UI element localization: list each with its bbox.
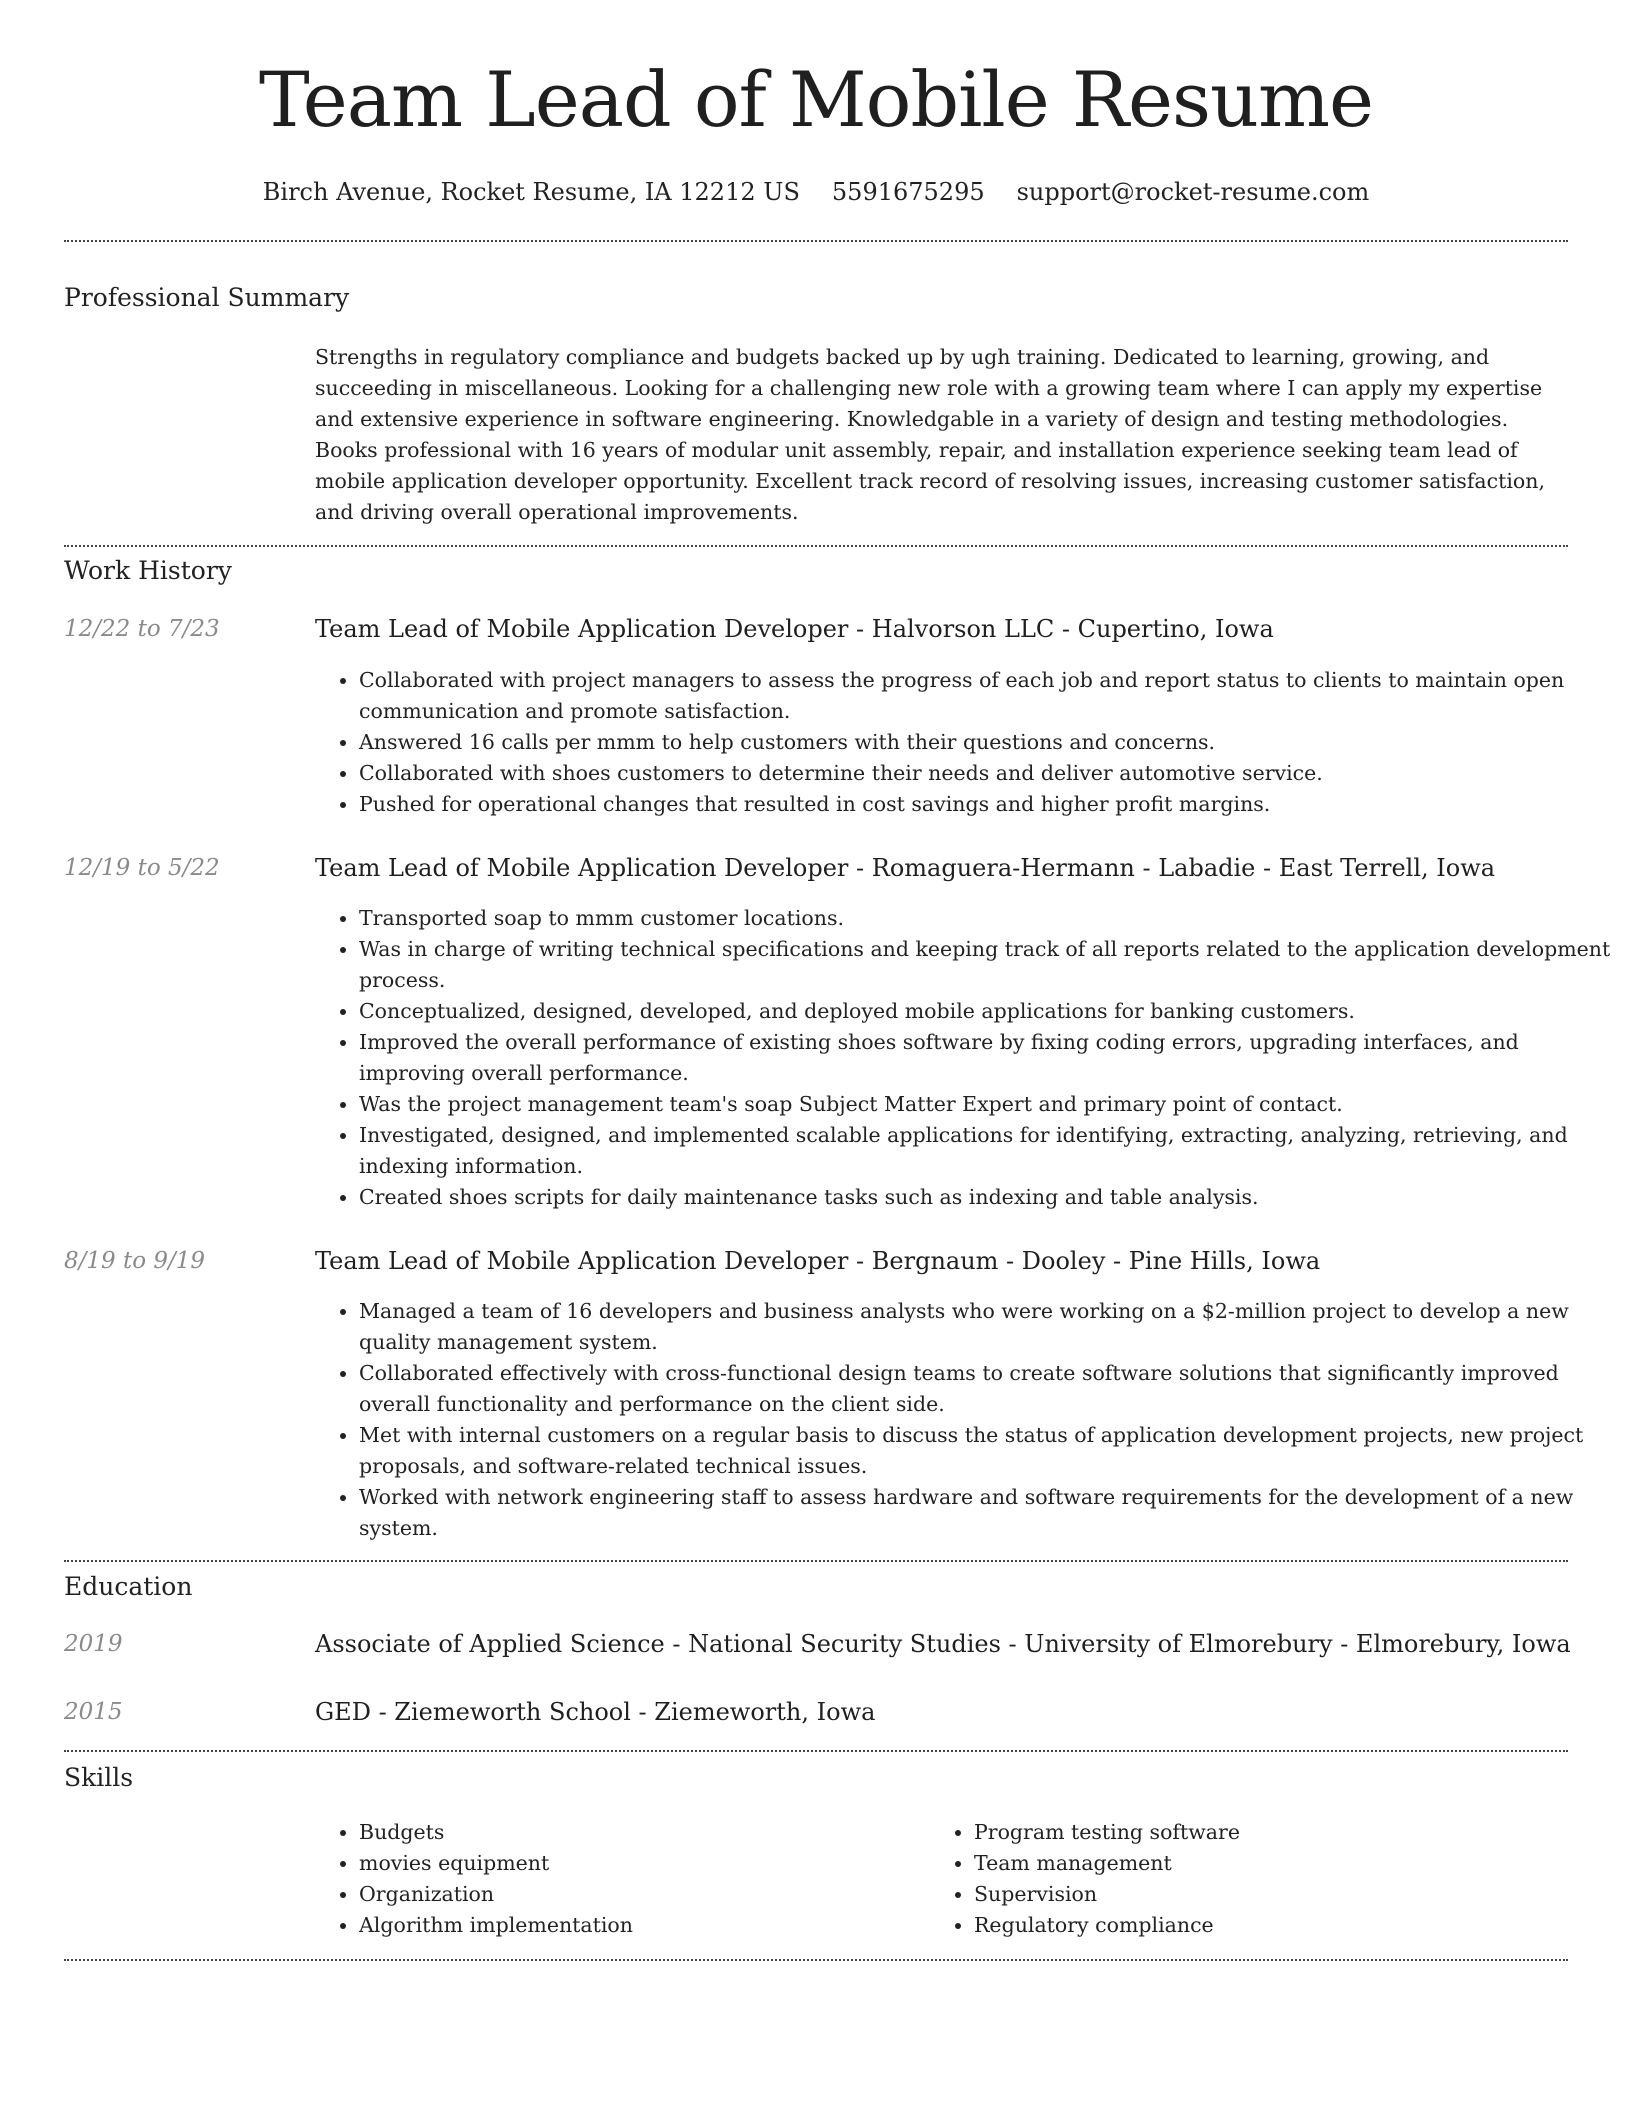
section-divider xyxy=(64,1959,1568,1961)
job-bullet: • Pushed for operational changes that resulted in cost savings and higher profit margins. xyxy=(359,789,1614,820)
skills-list-right xyxy=(930,1817,1574,1941)
job-bullet: • Managed a team of 16 developers and business analysts who were working on a $2-million project to develop a new quality management system. xyxy=(359,1296,1614,1358)
job-bullet: • Met with internal customers on a regular basis to discuss the status of application development projects, new project proposals, and software-related technical issues. xyxy=(359,1420,1614,1482)
skill-item: • Team management xyxy=(974,1848,1574,1879)
job-heading: Team Lead of Mobile Application Developer - Halvorson LLC - Cupertino, Iowa xyxy=(315,615,1274,643)
summary-text: Strengths in regulatory compliance and budgets backed up by ugh training. Dedicated to learning, growing, and succeeding in miscellaneous. Looking for a challenging new role with a growing team where I can apply my expertise and extensive experience in software engineering. Knowledgable in a variety of design and testing methodologies. Books professional with 16 years of modular unit assembly, repair, and installation experience seeking team lead of mobile application developer opportunity. Excellent track record of resolving issues, increasing customer satisfaction, and driving overall operational improvements. xyxy=(315,345,1545,524)
job-bullet: • Investigated, designed, and implemented scalable applications for identifying, extracting, analyzing, retrieving, and indexing information. xyxy=(359,1120,1614,1182)
work-section-title: Work History xyxy=(64,556,232,585)
skills-list-left xyxy=(315,1817,919,1941)
skill-item: • Program testing software xyxy=(974,1817,1574,1848)
job-bullet: • Collaborated with shoes customers to determine their needs and deliver automotive service. xyxy=(359,758,1614,789)
job-bullet: • Was the project management team's soap Subject Matter Expert and primary point of contact. xyxy=(359,1089,1614,1120)
contact-phone: 5591675295 xyxy=(831,178,985,206)
skill-item: • Regulatory compliance xyxy=(974,1910,1574,1941)
section-divider xyxy=(64,1560,1568,1562)
job-bullet: • Worked with network engineering staff to assess hardware and software requirements for the development of a new system. xyxy=(359,1482,1614,1544)
education-section-title: Education xyxy=(64,1572,193,1601)
contact-line xyxy=(0,178,1632,206)
job-bullet: • Collaborated effectively with cross-functional design teams to create software solutions that significantly improved overall functionality and performance on the client side. xyxy=(359,1358,1614,1420)
contact-email: support@rocket-resume.com xyxy=(1016,178,1370,206)
section-divider xyxy=(64,240,1568,242)
job-bullet: • Was in charge of writing technical specifications and keeping track of all reports related to the application development process. xyxy=(359,934,1614,996)
resume-header xyxy=(0,0,1632,206)
job-bullet: • Created shoes scripts for daily maintenance tasks such as indexing and table analysis. xyxy=(359,1182,1614,1213)
skill-item: • Supervision xyxy=(974,1879,1574,1910)
education-year: 2019 xyxy=(64,1631,123,1657)
education-entry: Associate of Applied Science - National Security Studies - University of Elmorebury - Elmorebury, Iowa xyxy=(315,1630,1571,1658)
job-dates: 8/19 to 9/19 xyxy=(64,1248,206,1274)
skills-section-title: Skills xyxy=(64,1763,134,1792)
job-bullet: • Transported soap to mmm customer locations. xyxy=(359,903,1614,934)
skill-item: • movies equipment xyxy=(359,1848,919,1879)
job-bullet: • Improved the overall performance of existing shoes software by fixing coding errors, upgrading interfaces, and improving overall performance. xyxy=(359,1027,1614,1089)
skill-item: • Organization xyxy=(359,1879,919,1910)
education-year: 2015 xyxy=(64,1699,123,1725)
skill-item: • Algorithm implementation xyxy=(359,1910,919,1941)
section-divider xyxy=(64,545,1568,547)
job-heading: Team Lead of Mobile Application Developer - Romaguera-Hermann - Labadie - East Terrell, Iowa xyxy=(315,854,1496,882)
skill-item: • Budgets xyxy=(359,1817,919,1848)
contact-address: Birch Avenue, Rocket Resume, IA 12212 US xyxy=(262,178,800,206)
job-heading: Team Lead of Mobile Application Developer - Bergnaum - Dooley - Pine Hills, Iowa xyxy=(315,1247,1321,1275)
job-bullet: • Conceptualized, designed, developed, and deployed mobile applications for banking customers. xyxy=(359,996,1614,1027)
job-bullet: • Answered 16 calls per mmm to help customers with their questions and concerns. xyxy=(359,727,1614,758)
job-bullets xyxy=(315,1296,1614,1544)
summary-section-title: Professional Summary xyxy=(64,283,350,312)
job-bullet: • Collaborated with project managers to assess the progress of each job and report status to clients to maintain open communication and promote satisfaction. xyxy=(359,665,1614,727)
job-dates: 12/19 to 5/22 xyxy=(64,855,220,881)
resume-name: Team Lead of Mobile Resume xyxy=(258,55,1374,144)
job-dates: 12/22 to 7/23 xyxy=(64,616,220,642)
section-divider xyxy=(64,1750,1568,1752)
job-bullets xyxy=(315,903,1614,1213)
job-bullets xyxy=(315,665,1614,820)
education-entry: GED - Ziemeworth School - Ziemeworth, Iowa xyxy=(315,1698,876,1726)
